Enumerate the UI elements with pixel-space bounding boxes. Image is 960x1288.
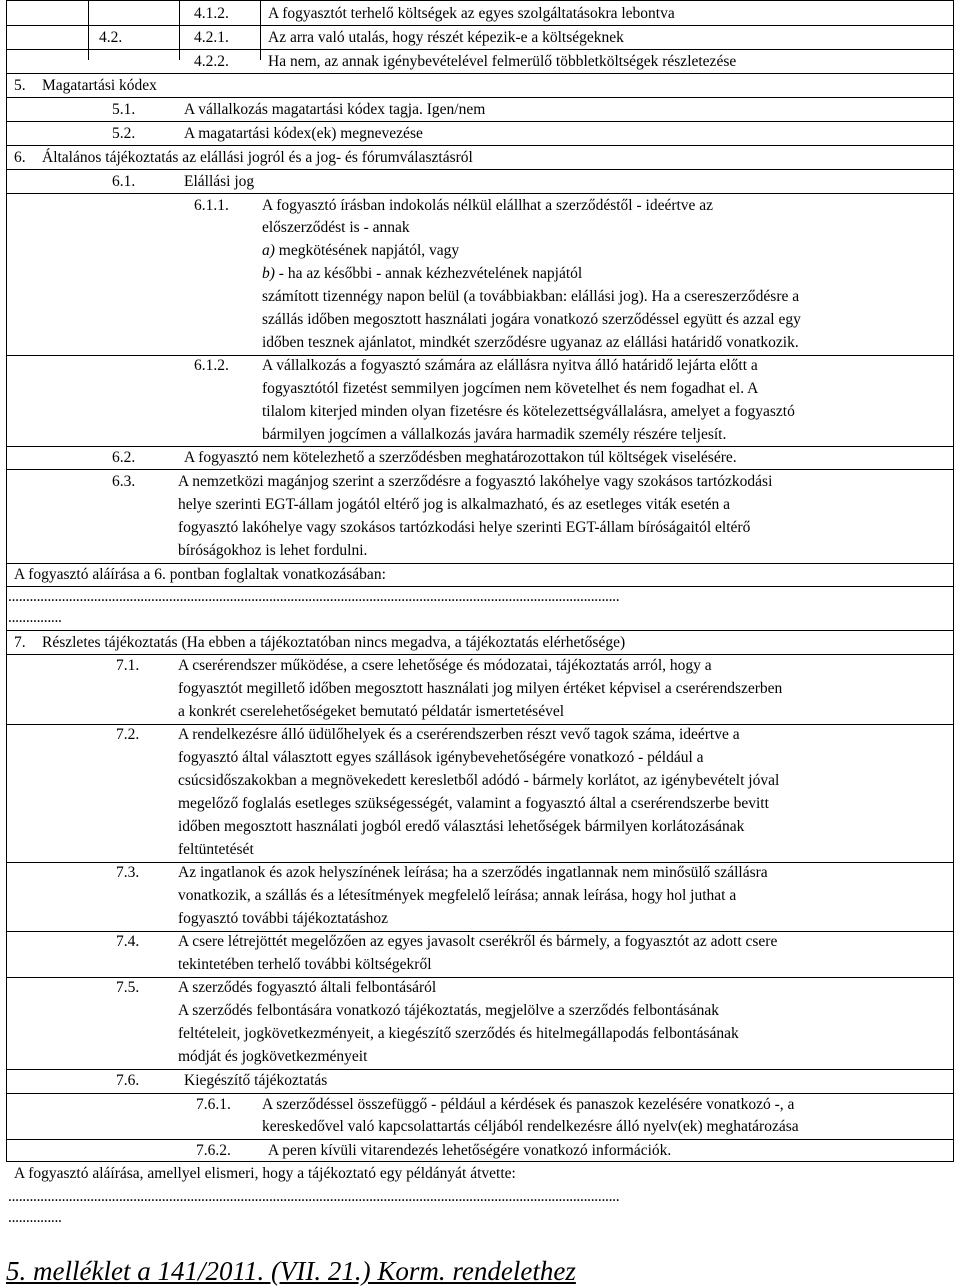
item-number: 6.3.	[112, 473, 136, 490]
item-text-line: megelőző foglalás esetleges szükségességét, valamint a fogyasztó által a cserérendszerbe bevitt	[178, 795, 769, 812]
item-text-line: A csere létrejöttét megelőzően az egyes javasolt cserékről és bármely, a fogyasztót az adott csere	[178, 933, 778, 950]
section-title: Általános tájékoztatás az elállási jogról és a jog- és fórumválasztásról	[42, 149, 473, 166]
item-text-line: A fogyasztó írásban indokolás nélkül elállhat a szerződéstől - ideértve az	[262, 197, 714, 214]
rule	[6, 97, 954, 98]
rule	[6, 1069, 954, 1070]
item-text-line: A rendelkezésre álló üdülőhelyek és a cserérendszerben részt vevő tagok száma, ideértve a	[178, 726, 740, 743]
item-text-line: A cserérendszer működése, a csere lehetősége és módozatai, tájékoztatás arról, hogy a	[178, 657, 712, 674]
item-text-line: helye szerinti EGT-állam jogától eltérő jog is alkalmazható, és az esetleges viták esetén a	[178, 496, 731, 513]
rule	[6, 49, 954, 50]
list-label: a)	[262, 242, 275, 259]
section-title: Részletes tájékoztatás (Ha ebben a tájékoztatóban nincs megadva, a tájékoztatás elérhetősége)	[42, 634, 626, 651]
item-text-line: bármilyen jogcímen a vállalkozás javára harmadik személy részére teljesít.	[262, 426, 727, 443]
item-text-line: szállás időben megosztott használati jogára vonatkozó szerződéssel együtt és azzal egy	[262, 311, 801, 328]
rule	[6, 977, 954, 978]
item-text: A magatartási kódex(ek) megnevezése	[184, 125, 423, 142]
item-text: Elállási jog	[184, 173, 255, 190]
rule	[6, 630, 954, 631]
item-number: 6.1.2.	[194, 357, 229, 374]
signature-line[interactable]: ...............	[8, 609, 62, 626]
item-text-line	[262, 240, 459, 262]
item-text-line: csúcsidőszakokban a megnövekedett keresletből adódó - bármely korlátot, az igénybevételt jóval	[178, 772, 780, 789]
item-text-line: vonatkozik, a szállás és a létesítmények megfelelő leírása; annak leírása, hogy hol juthat a	[178, 887, 737, 904]
item-number: 7.1.	[116, 657, 140, 674]
table-right-border	[953, 0, 954, 1161]
item-text-line	[262, 263, 582, 285]
item-text-line: A szerződéssel összefüggő - például a kérdések és panaszok kezelésére vonatkozó -, a	[262, 1096, 795, 1113]
item-text-line: a konkrét cserelehetőségeket bemutató példatár ismertetésével	[178, 703, 565, 720]
item-text-line: A nemzetközi magánjog szerint a szerződésre a fogyasztó lakóhelye vagy szokásos tartózkodási	[178, 473, 773, 490]
item-text: A fogyasztó nem kötelezhető a szerződésben meghatározottakon túl költségek viselésére.	[184, 449, 737, 466]
item-text-line: fogyasztó által választott egyes szállások igénybevehetőségére vonatkozó - például a	[178, 749, 704, 766]
item-number: 7.6.2.	[196, 1142, 231, 1159]
item-text-line: tilalom kiterjed minden olyan fizetésre és kötelezettségvállalásra, amelyet a fogyasztó	[262, 403, 795, 420]
signature-prompt: A fogyasztó aláírása, amellyel elismeri, hogy a tájékoztató egy példányát átvette:	[14, 1165, 516, 1182]
list-text: megkötésének napjától, vagy	[274, 242, 460, 259]
signature-line[interactable]: ...............	[8, 1209, 62, 1226]
item-text-line: Az ingatlanok és azok helyszínének leírása; ha a szerződés ingatlannak nem minősülő szállásra	[178, 864, 768, 881]
col-line-b	[179, 0, 180, 60]
item-number: 7.6.1.	[196, 1096, 231, 1113]
rule	[6, 469, 954, 470]
item-number: 7.4.	[116, 933, 140, 950]
item-text: A fogyasztót terhelő költségek az egyes szolgáltatásokra lebontva	[268, 5, 675, 22]
item-text-line: fogyasztótól fizetést semmilyen jogcímen nem követelhet és nem fogadhat el. A	[262, 380, 759, 397]
item-text: A vállalkozás magatartási kódex tagja. Igen/nem	[184, 101, 486, 118]
item-number: 7.5.	[116, 979, 140, 996]
rule	[6, 0, 954, 1]
item-text: Kiegészítő tájékoztatás	[184, 1072, 328, 1089]
item-text-line: időben megosztott használati jogból eredő választási lehetőségek bármilyen korlátozásának	[178, 818, 745, 835]
rule	[6, 145, 954, 146]
list-label: b)	[262, 265, 275, 282]
section-number: 6.	[14, 149, 26, 166]
item-text-line: módját és jogkövetkezményeit	[178, 1048, 368, 1065]
item-number: 4.2.1.	[194, 29, 229, 46]
item-text: A peren kívüli vitarendezés lehetőségére vonatkozó információk.	[268, 1142, 672, 1159]
item-text-line: A szerződés fogyasztó általi felbontásáról	[178, 979, 437, 996]
item-number: 7.2.	[116, 726, 140, 743]
item-number: 4.2.2.	[194, 53, 229, 70]
rule	[6, 121, 954, 122]
item-text-line: fogyasztót megillető időben megosztott használati jog milyen értéket képvisel a cserérendszerben	[178, 680, 783, 697]
item-text: Az arra való utalás, hogy részét képezik-e a költségeknek	[268, 29, 624, 46]
rule	[6, 193, 954, 194]
col-line-c	[260, 0, 261, 60]
item-text-line: feltüntetését	[178, 841, 254, 858]
item-number: 7.6.	[116, 1072, 140, 1089]
item-text-line: bíróságokhoz is lehet fordulni.	[178, 542, 368, 559]
section-title: Magatartási kódex	[42, 77, 157, 94]
item-number: 4.2.	[99, 29, 123, 46]
item-number: 7.3.	[116, 864, 140, 881]
item-text-line: tekintetében terhelő további költségekről	[178, 956, 432, 973]
item-text: Ha nem, az annak igénybevételével felmerülő többletköltségek részletezése	[268, 53, 737, 70]
item-number: 5.2.	[112, 125, 136, 142]
item-text-line: A vállalkozás a fogyasztó számára az elállásra nyitva álló határidő lejárta előtt a	[262, 357, 758, 374]
item-text-line: A szerződés felbontására vonatkozó tájékoztatás, megjelölve a szerződés felbontásának	[178, 1002, 719, 1019]
rule	[6, 169, 954, 170]
item-text-line: időben tesznek ajánlatot, mindkét szerződésre ugyanaz az elállási határidő vonatkozik.	[262, 334, 799, 351]
annex-footer: 5. melléklet a 141/2011. (VII. 21.) Korm. rendelethez	[6, 1256, 576, 1286]
table-left-border	[6, 0, 7, 1161]
section-number: 7.	[14, 634, 26, 651]
item-text-line: feltételeit, jogkövetkezményeit, a kiegészítő szerződés és hitelmegállapodás felbontásának	[178, 1025, 739, 1042]
signature-line[interactable]: ...........................................................................................................................................................................	[8, 588, 620, 605]
item-number: 5.1.	[112, 101, 136, 118]
col-line-a	[88, 0, 89, 60]
signature-prompt: A fogyasztó aláírása a 6. pontban foglaltak vonatkozásában:	[14, 566, 386, 583]
item-number: 6.1.	[112, 173, 136, 190]
item-text-line: fogyasztó további tájékoztatáshoz	[178, 910, 389, 927]
rule	[6, 25, 954, 26]
section-number: 5.	[14, 77, 26, 94]
item-text-line: fogyasztó lakóhelye vagy szokásos tartózkodási helye szerinti EGT-állam bíróságaitól eltérő	[178, 519, 751, 536]
item-number: 6.2.	[112, 449, 136, 466]
item-text-line: előszerződést is - annak	[262, 219, 410, 236]
list-text: - ha az későbbi - annak kézhezvételének napjától	[274, 265, 583, 282]
rule	[6, 73, 954, 74]
item-text-line: számított tizennégy napon belül (a továbbiakban: elállási jog). Ha a csereszerződésre a	[262, 288, 800, 305]
signature-line[interactable]: ...........................................................................................................................................................................	[8, 1188, 620, 1205]
item-number: 4.1.2.	[194, 5, 229, 22]
item-text-line: kereskedővel való kapcsolattartás céljából rendelkezésre álló nyelv(ek) meghatározása	[262, 1118, 799, 1135]
item-number: 6.1.1.	[194, 197, 229, 214]
